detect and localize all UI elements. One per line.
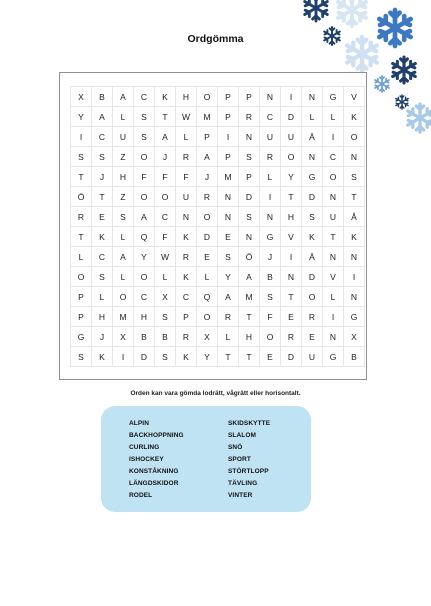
grid-cell: U bbox=[176, 187, 197, 207]
grid-cell: S bbox=[92, 267, 113, 287]
grid-cell: R bbox=[302, 307, 323, 327]
grid-cell: P bbox=[176, 307, 197, 327]
grid-cell: Q bbox=[134, 227, 155, 247]
grid-cell: D bbox=[302, 267, 323, 287]
word-list-left bbox=[129, 418, 184, 502]
word-list-item: TÄVLING bbox=[228, 480, 258, 487]
grid-cell: Ö bbox=[71, 187, 92, 207]
grid-cell: I bbox=[71, 127, 92, 147]
grid-cell: F bbox=[134, 167, 155, 187]
grid-cell: C bbox=[323, 147, 344, 167]
grid-cell: J bbox=[92, 167, 113, 187]
snowflake-icon bbox=[338, 0, 366, 26]
snowflake-icon bbox=[375, 76, 389, 92]
grid-cell: Ö bbox=[239, 247, 260, 267]
word-list-item: SLALOM bbox=[228, 432, 257, 439]
grid-cell: S bbox=[260, 287, 281, 307]
grid-cell: H bbox=[113, 167, 134, 187]
word-list-item: RODEL bbox=[129, 492, 153, 499]
grid-cell: E bbox=[92, 207, 113, 227]
grid-cell: S bbox=[113, 207, 134, 227]
grid-cell: N bbox=[344, 247, 365, 267]
grid-cell: O bbox=[113, 287, 134, 307]
grid-cell: R bbox=[260, 147, 281, 167]
grid-cell: I bbox=[323, 307, 344, 327]
grid-cell: X bbox=[113, 327, 134, 347]
grid-cell: O bbox=[260, 327, 281, 347]
grid-cell: I bbox=[281, 247, 302, 267]
grid-cell: I bbox=[323, 127, 344, 147]
grid-cell: D bbox=[239, 187, 260, 207]
grid-cell: R bbox=[218, 307, 239, 327]
grid-cell: I bbox=[281, 87, 302, 107]
grid-cell: T bbox=[239, 307, 260, 327]
grid-cell: B bbox=[92, 87, 113, 107]
grid-cell: X bbox=[155, 287, 176, 307]
grid-cell: T bbox=[239, 347, 260, 367]
grid-cell: T bbox=[218, 347, 239, 367]
grid-cell: N bbox=[302, 147, 323, 167]
grid-cell: X bbox=[197, 327, 218, 347]
grid-cell: C bbox=[134, 287, 155, 307]
grid-cell: L bbox=[113, 107, 134, 127]
word-list-item: SNÖ bbox=[228, 444, 243, 451]
grid-cell: S bbox=[302, 207, 323, 227]
word-list-item: SPORT bbox=[228, 456, 251, 463]
grid-cell: W bbox=[176, 107, 197, 127]
grid-cell: J bbox=[92, 327, 113, 347]
grid-cell: S bbox=[134, 107, 155, 127]
grid-cell: K bbox=[302, 227, 323, 247]
grid-cell: K bbox=[344, 227, 365, 247]
word-list-item: KONSTÅKNING bbox=[129, 468, 179, 475]
grid-cell: O bbox=[323, 167, 344, 187]
grid-cell: N bbox=[323, 247, 344, 267]
grid-cell: E bbox=[218, 227, 239, 247]
grid-cell: S bbox=[92, 147, 113, 167]
grid-cell: P bbox=[218, 107, 239, 127]
grid-cell: Z bbox=[113, 187, 134, 207]
grid-cell: S bbox=[71, 147, 92, 167]
grid-cell: U bbox=[281, 127, 302, 147]
grid-cell: K bbox=[176, 227, 197, 247]
grid-cell: N bbox=[176, 207, 197, 227]
grid-cell: G bbox=[323, 87, 344, 107]
grid-cell: R bbox=[176, 327, 197, 347]
grid-cell: N bbox=[218, 187, 239, 207]
grid-cell: Z bbox=[113, 147, 134, 167]
grid-cell: R bbox=[239, 107, 260, 127]
grid-cell: L bbox=[113, 267, 134, 287]
grid-cell: L bbox=[323, 107, 344, 127]
grid-cell: H bbox=[134, 307, 155, 327]
grid-cell: T bbox=[92, 187, 113, 207]
grid-cell: Y bbox=[218, 267, 239, 287]
grid-cell: J bbox=[155, 147, 176, 167]
grid-cell: J bbox=[197, 167, 218, 187]
word-list-item: ALPIN bbox=[129, 420, 149, 427]
grid-cell: W bbox=[155, 247, 176, 267]
word-list-item: LÄNGDSKIDOR bbox=[129, 480, 179, 487]
grid-cell: K bbox=[92, 227, 113, 247]
grid-cell: G bbox=[323, 347, 344, 367]
grid-cell: C bbox=[155, 207, 176, 227]
grid-cell: P bbox=[218, 147, 239, 167]
grid-cell: U bbox=[113, 127, 134, 147]
grid-cell: A bbox=[218, 287, 239, 307]
grid-cell: R bbox=[71, 207, 92, 227]
grid-cell: Å bbox=[344, 207, 365, 227]
grid-cell: A bbox=[113, 87, 134, 107]
grid-cell: B bbox=[344, 347, 365, 367]
grid-cell: C bbox=[176, 287, 197, 307]
grid-cell: D bbox=[197, 227, 218, 247]
grid-cell: V bbox=[281, 227, 302, 247]
grid-cell: O bbox=[197, 87, 218, 107]
grid-cell: K bbox=[176, 347, 197, 367]
grid-cell: R bbox=[176, 147, 197, 167]
grid-cell: D bbox=[281, 107, 302, 127]
grid-cell: L bbox=[260, 167, 281, 187]
grid-cell: S bbox=[71, 347, 92, 367]
grid-cell: L bbox=[71, 247, 92, 267]
grid-cell: M bbox=[218, 167, 239, 187]
grid-cell: L bbox=[155, 267, 176, 287]
grid-cell: D bbox=[281, 347, 302, 367]
grid-cell: F bbox=[176, 167, 197, 187]
word-list-right bbox=[228, 418, 270, 502]
grid-cell: Q bbox=[197, 287, 218, 307]
grid-cell: O bbox=[155, 187, 176, 207]
grid-cell: E bbox=[281, 307, 302, 327]
grid-cell: P bbox=[71, 307, 92, 327]
grid-cell: N bbox=[239, 227, 260, 247]
grid-cell: Y bbox=[197, 347, 218, 367]
grid-cell: V bbox=[323, 267, 344, 287]
grid-cell: G bbox=[71, 327, 92, 347]
grid-cell: U bbox=[323, 207, 344, 227]
grid-cell: G bbox=[302, 167, 323, 187]
grid-cell: U bbox=[302, 347, 323, 367]
grid-cell: I bbox=[260, 187, 281, 207]
grid-cell: I bbox=[218, 127, 239, 147]
grid-cell: N bbox=[344, 287, 365, 307]
grid-cell: S bbox=[239, 207, 260, 227]
word-list-item: VINTER bbox=[228, 492, 253, 499]
grid-cell: O bbox=[197, 207, 218, 227]
grid-cell: N bbox=[260, 207, 281, 227]
grid-cell: S bbox=[155, 307, 176, 327]
grid-cell: C bbox=[260, 107, 281, 127]
grid-cell: K bbox=[176, 267, 197, 287]
grid-cell: T bbox=[323, 227, 344, 247]
grid-cell: S bbox=[239, 147, 260, 167]
grid-cell: N bbox=[323, 327, 344, 347]
grid-cell: L bbox=[218, 327, 239, 347]
grid-cell: M bbox=[239, 287, 260, 307]
grid-cell: L bbox=[176, 127, 197, 147]
grid-cell: M bbox=[197, 107, 218, 127]
grid-cell: M bbox=[113, 307, 134, 327]
grid-cell: U bbox=[260, 127, 281, 147]
word-search-puzzle bbox=[59, 72, 367, 380]
grid-cell: T bbox=[281, 287, 302, 307]
grid-cell: A bbox=[155, 127, 176, 147]
snowflake-icon bbox=[408, 104, 431, 132]
grid-cell: C bbox=[134, 87, 155, 107]
grid-cell: S bbox=[218, 247, 239, 267]
grid-cell: B bbox=[134, 327, 155, 347]
grid-cell: G bbox=[344, 307, 365, 327]
grid-cell: L bbox=[92, 287, 113, 307]
grid-cell: O bbox=[302, 287, 323, 307]
grid-cell: O bbox=[197, 307, 218, 327]
grid-cell: L bbox=[197, 267, 218, 287]
grid-cell: S bbox=[134, 127, 155, 147]
grid-cell: N bbox=[302, 87, 323, 107]
grid-cell: O bbox=[134, 267, 155, 287]
grid-cell: T bbox=[281, 187, 302, 207]
grid-cell: H bbox=[281, 207, 302, 227]
word-list-item: STÖRTLOPP bbox=[228, 468, 269, 475]
grid-cell: T bbox=[155, 107, 176, 127]
grid-cell: S bbox=[344, 167, 365, 187]
letter-grid bbox=[70, 86, 365, 367]
grid-cell: P bbox=[218, 87, 239, 107]
word-list-item: CURLING bbox=[129, 444, 160, 451]
grid-cell: P bbox=[239, 87, 260, 107]
grid-cell: F bbox=[155, 227, 176, 247]
grid-cell: H bbox=[92, 307, 113, 327]
grid-cell: I bbox=[344, 267, 365, 287]
grid-cell: D bbox=[302, 187, 323, 207]
grid-cell: A bbox=[134, 207, 155, 227]
grid-cell: L bbox=[113, 227, 134, 247]
grid-cell: A bbox=[239, 267, 260, 287]
grid-cell: R bbox=[197, 187, 218, 207]
grid-cell: T bbox=[344, 187, 365, 207]
grid-cell: A bbox=[197, 147, 218, 167]
grid-cell: T bbox=[71, 227, 92, 247]
grid-cell: E bbox=[302, 327, 323, 347]
grid-cell: V bbox=[344, 87, 365, 107]
grid-cell: Y bbox=[281, 167, 302, 187]
word-list-box bbox=[101, 406, 311, 512]
word-list-item: BACKHOPPNING bbox=[129, 432, 184, 439]
grid-cell: Y bbox=[134, 247, 155, 267]
grid-cell: O bbox=[134, 187, 155, 207]
grid-cell: O bbox=[281, 147, 302, 167]
grid-cell: R bbox=[281, 327, 302, 347]
grid-cell: K bbox=[155, 87, 176, 107]
grid-cell: Ä bbox=[302, 127, 323, 147]
grid-cell: Y bbox=[71, 107, 92, 127]
grid-cell: L bbox=[302, 107, 323, 127]
grid-cell: A bbox=[113, 247, 134, 267]
grid-cell: N bbox=[218, 207, 239, 227]
grid-cell: R bbox=[176, 247, 197, 267]
snowflake-icon bbox=[305, 0, 328, 21]
word-list-item: ISHOCKEY bbox=[129, 456, 164, 463]
grid-cell: O bbox=[344, 127, 365, 147]
grid-cell: H bbox=[176, 87, 197, 107]
grid-cell: G bbox=[260, 227, 281, 247]
grid-cell: N bbox=[344, 147, 365, 167]
grid-cell: E bbox=[197, 247, 218, 267]
grid-cell: P bbox=[239, 167, 260, 187]
word-list-item: SKIDSKYTTE bbox=[228, 420, 271, 427]
grid-cell: O bbox=[134, 147, 155, 167]
snowflake-icon bbox=[393, 57, 416, 83]
grid-cell: N bbox=[323, 187, 344, 207]
grid-cell: P bbox=[71, 287, 92, 307]
grid-cell: N bbox=[239, 127, 260, 147]
grid-cell: C bbox=[92, 127, 113, 147]
snowflake-icon bbox=[396, 95, 408, 109]
grid-cell: N bbox=[281, 267, 302, 287]
instructions-text: Orden kan vara gömda lodrätt, vågrätt eller horisontalt. bbox=[130, 390, 301, 397]
grid-cell: A bbox=[92, 107, 113, 127]
grid-cell: J bbox=[260, 247, 281, 267]
grid-cell: K bbox=[92, 347, 113, 367]
grid-cell: B bbox=[260, 267, 281, 287]
grid-cell: S bbox=[155, 347, 176, 367]
grid-cell: D bbox=[134, 347, 155, 367]
grid-cell: T bbox=[71, 167, 92, 187]
grid-cell: O bbox=[71, 267, 92, 287]
grid-cell: P bbox=[197, 127, 218, 147]
grid-cell: C bbox=[92, 247, 113, 267]
page-title: Ordgömma bbox=[187, 33, 244, 45]
grid-cell: B bbox=[155, 327, 176, 347]
grid-cell: L bbox=[323, 287, 344, 307]
grid-cell: F bbox=[155, 167, 176, 187]
grid-cell: X bbox=[344, 327, 365, 347]
grid-cell: K bbox=[344, 107, 365, 127]
grid-cell: E bbox=[260, 347, 281, 367]
grid-cell: I bbox=[113, 347, 134, 367]
grid-cell: Ä bbox=[302, 247, 323, 267]
grid-cell: H bbox=[239, 327, 260, 347]
grid-cell: F bbox=[260, 307, 281, 327]
grid-cell: N bbox=[260, 87, 281, 107]
grid-cell: X bbox=[71, 87, 92, 107]
